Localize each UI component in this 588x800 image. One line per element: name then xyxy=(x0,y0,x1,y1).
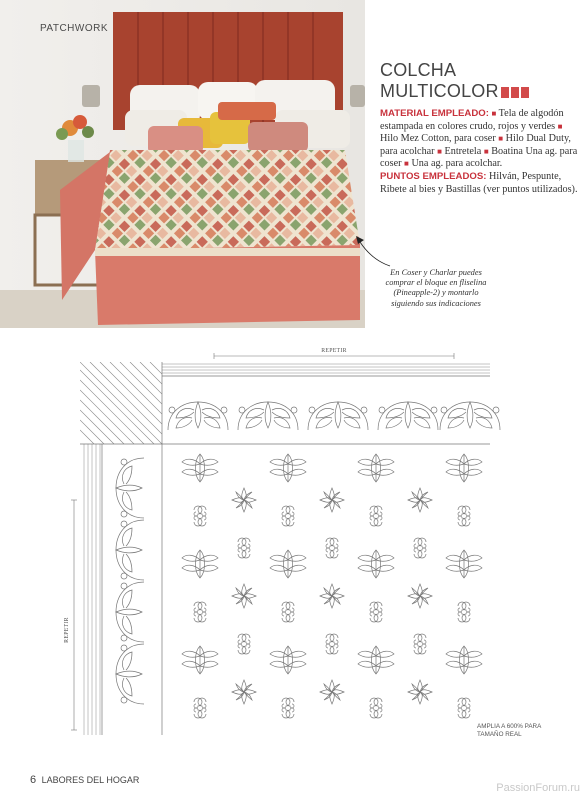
repeat-top-label: REPETIR xyxy=(321,348,347,354)
material-item: Tela de algodón estampada en colores crudo, rojos y verdes xyxy=(380,108,564,132)
title-line-2-text: MULTICOLOR xyxy=(380,81,499,101)
article-title xyxy=(380,60,580,102)
square-mark-icon xyxy=(521,87,529,98)
materials-text xyxy=(380,108,580,196)
material-item: Hilo Mez Cotton, para coser xyxy=(380,133,496,145)
title-line-1: COLCHA xyxy=(380,60,457,80)
square-mark-icon xyxy=(511,87,519,98)
material-item: Hilo Dual Duty, para acolchar xyxy=(380,133,571,157)
bedroom-photo xyxy=(0,0,365,328)
material-item: Una ag. para acolchar. xyxy=(411,158,503,170)
material-item: Entretela xyxy=(444,145,482,157)
section-tag: PATCHWORK xyxy=(40,23,109,34)
bullet-icon: ■ xyxy=(557,121,563,131)
material-item: Una ag. para coser xyxy=(380,145,578,170)
bullet-icon: ■ xyxy=(483,146,489,156)
pointer-arrow-icon xyxy=(352,228,392,268)
watermark: PassionForum.ru xyxy=(496,782,580,794)
note-text: En Coser y Charlar puedes comprar el bloque en fliselina (Pineapple-2) y montarlo siguiendo sus indicaciones xyxy=(385,268,487,308)
page-footer xyxy=(30,774,139,786)
bullet-icon: ■ xyxy=(437,146,442,156)
bullet-icon: ■ xyxy=(498,134,504,144)
title-line-2 xyxy=(380,81,580,102)
magazine-name: LABORES DEL HOGAR xyxy=(41,775,140,785)
bullet-icon: ■ xyxy=(404,159,409,169)
stitches-label: PUNTOS EMPLEADOS: xyxy=(380,170,487,182)
enlarge-note: AMPLIA A 600% PARA TAMAÑO REAL xyxy=(477,723,541,738)
materials-label: MATERIAL EMPLEADO: xyxy=(380,108,489,119)
repeat-left-label: REPETIR xyxy=(64,617,70,643)
bullet-icon: ■ xyxy=(491,109,497,118)
page-number: 6 xyxy=(30,774,37,786)
stitches-text: Hilván, Pespunte, Ribete al bies y Bastillas (ver puntos utilizados). xyxy=(380,170,578,195)
quilting-pattern xyxy=(64,340,490,735)
square-mark-icon xyxy=(501,87,509,98)
material-item: Boatina xyxy=(491,145,523,157)
